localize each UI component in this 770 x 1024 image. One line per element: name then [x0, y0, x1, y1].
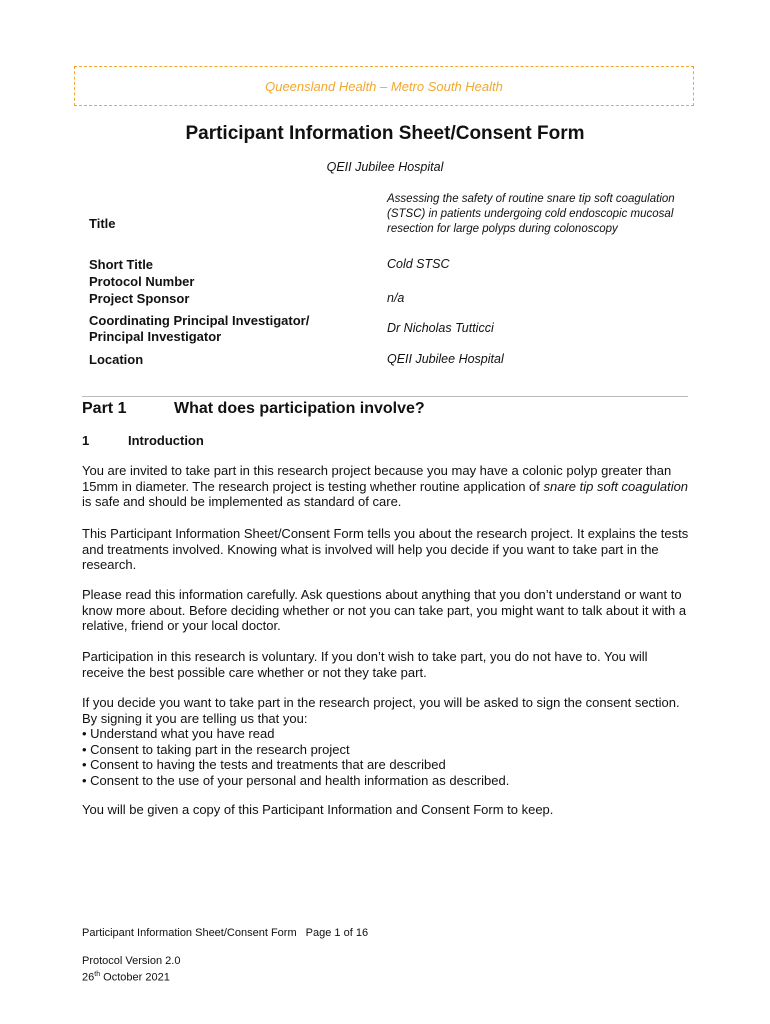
document-title: Participant Information Sheet/Consent Form — [185, 123, 585, 144]
part-heading — [82, 396, 688, 417]
meta-location-label: Location — [89, 352, 144, 367]
header-banner — [74, 66, 694, 106]
meta-title-label: Title — [89, 216, 116, 231]
paragraph-about-form-text: This Participant Information Sheet/Consent Form tells you about the research project. It explains the tests and treatments involved. Knowing what is involved will help you decide if you want to take part in the research. — [82, 526, 689, 572]
paragraph-voluntary-text: Participation in this research is voluntary. If you don’t wish to take part, you do not have to. You will receive the best possible care whether or not they take part. — [82, 649, 648, 680]
paragraph-copy-text: You will be given a copy of this Participant Information and Consent Form to keep. — [82, 802, 554, 817]
footer-date-suffix: th — [94, 971, 101, 978]
header-org-text: Queensland Health – Metro South Health — [265, 78, 503, 94]
consent-bullet: • Consent to taking part in the research project — [82, 741, 350, 757]
meta-short-title-label: Short Title — [89, 257, 154, 272]
meta-investigator-label-2: Principal Investigator — [89, 329, 222, 344]
meta-protocol-label: Protocol Number — [89, 274, 195, 289]
paragraph-voluntary — [82, 649, 692, 680]
meta-sponsor-label: Project Sponsor — [89, 291, 190, 306]
paragraph-consent — [82, 695, 692, 788]
paragraph-copy — [82, 802, 692, 818]
footer-date-day: 26 — [82, 971, 95, 984]
section-number: 1 — [82, 433, 90, 448]
footer-page-number: Page 1 of 16 — [305, 927, 369, 939]
paragraph-consent-text: If you decide you want to take part in the research project, you will be asked to sign the consent section. By signing it you are telling us that you: — [82, 695, 680, 726]
footer-date — [82, 968, 170, 985]
consent-bullet: • Consent to having the tests and treatments that are described — [82, 757, 446, 772]
part-number: Part 1 — [82, 400, 127, 417]
consent-bullet: • Understand what you have read — [82, 726, 275, 741]
meta-location-value: QEII Jubilee Hospital — [387, 352, 504, 366]
consent-bullet: • Consent to the use of your personal and health information as described. — [82, 772, 510, 788]
section-title: Introduction — [128, 433, 204, 448]
meta-sponsor-value: n/a — [387, 291, 405, 305]
footer-form-name: Participant Information Sheet/Consent Form — [82, 927, 297, 939]
meta-short-title-value: Cold STSC — [387, 257, 450, 271]
paragraph-about-form — [82, 526, 692, 573]
meta-title-value: Assessing the safety of routine snare tip soft coagulation (STSC) in patients undergoing cold endoscopic mucosal resection for large polyps during colonoscopy — [387, 193, 675, 235]
paragraph-invitation-part-a: You are invited to take part in this research project because you may have a colonic polyp greater than 15mm in diameter. The research project is testing whether routine application of — [82, 463, 672, 494]
meta-investigator-label-1: Coordinating Principal Investigator/ — [89, 313, 310, 328]
paragraph-invitation — [82, 463, 692, 510]
paragraph-read-carefully-text: Please read this information carefully. Ask questions about anything that you don’t understand or want to know more about. Before deciding whether or not you can take part, you might want to talk about it with a relative, friend or your local doctor. — [82, 587, 687, 633]
footer-date-rest: October 2021 — [100, 971, 170, 984]
part-title: What does participation involve? — [174, 400, 425, 417]
paragraph-invitation-emphasis: snare tip soft coagulation — [543, 478, 689, 494]
meta-investigator-value: Dr Nicholas Tutticci — [387, 321, 494, 335]
footer-version: Protocol Version 2.0 — [82, 955, 181, 967]
paragraph-read-carefully — [82, 587, 692, 634]
footer-form-line — [82, 927, 368, 940]
document-hospital: QEII Jubilee Hospital — [326, 160, 444, 174]
paragraph-invitation-part-b: is safe and should be implemented as standard of care. — [82, 494, 402, 509]
